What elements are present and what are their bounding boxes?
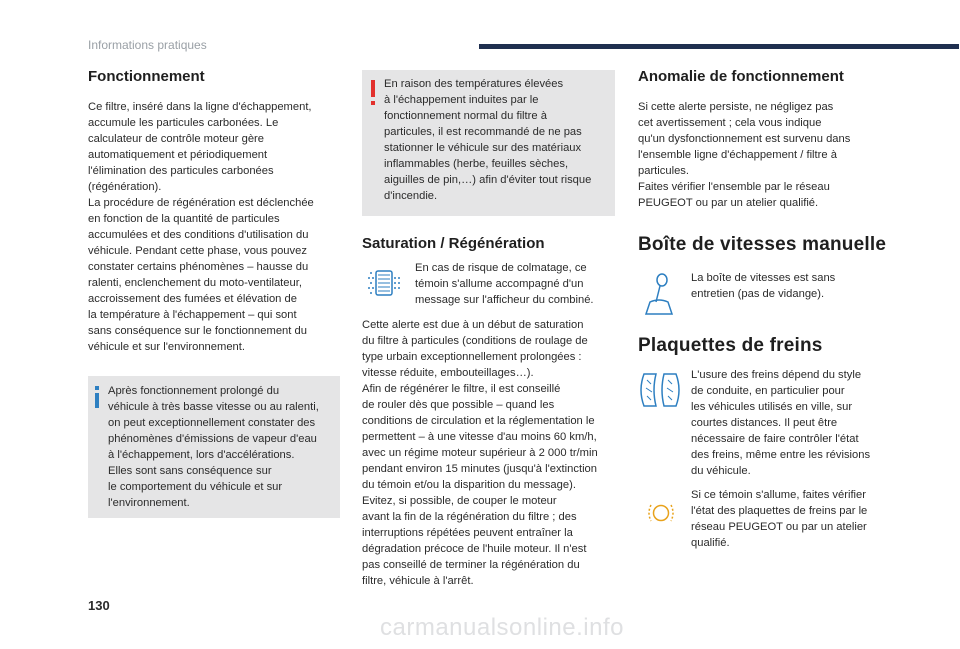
info-icon xyxy=(92,386,102,413)
brake-wear-warning-icon xyxy=(646,500,676,531)
plaquettes-text: L'usure des freins dépend du style de conduite, en particulier pour les véhicules utilisés en ville, sur courtes distances. Il peut être nécessaire de faire contrôler l'état des freins, même entre les révisions du véhicule. xyxy=(691,369,871,477)
saturation-icon-text: En cas de risque de colmatage, ce témoin s'allume accompagné d'un message sur l'afficheur du combiné. xyxy=(415,262,594,306)
info-box xyxy=(88,376,340,518)
header-accent-bar xyxy=(479,44,959,49)
saturation-body: Cette alerte est due à un début de saturation du filtre à particules (conditions de roulage de type urbain exceptionnellement prolongées : vitesse réduite, embouteillages…). Afin de régénérer le filtre, il est conseillé de rouler dès que possible – quand les conditions de circulation et la réglementation le permettent – à une vitesse d'au moins 60 km/h, avec un régime moteur supérieur à 2 000 tr/min pendant environ 15 minutes (jusqu'à l'extinction du témoin et/ou la disparition du message). Evitez, si possible, de couper le moteur avant la fin de la régénération du filtre ; des interruptions répétées peuvent entraîner la dégradation précoce de l'huile moteur. Il n'est pas conseillé de terminer la régénération du filtre, véhicule à l'arrêt. xyxy=(362,319,598,587)
fonctionnement-title: Fonctionnement xyxy=(88,68,205,85)
warning-text: En raison des températures élevées à l'échappement induites par le fonctionnement normal du filtre à particules, il est recommandé de ne pas stationner le véhicule sur des matériaux inflammables (herbe, feuilles sèches, aiguilles de pin,…) afin d'éviter tout risque d'incendie. xyxy=(384,78,592,202)
brake-pads-icon xyxy=(636,368,686,417)
plaquettes-title: Plaquettes de freins xyxy=(638,335,823,356)
watermark: carmanualsonline.info xyxy=(380,614,624,641)
fonctionnement-body: Ce filtre, inséré dans la ligne d'échappement, accumule les particules carbonées. Le calculateur de contrôle moteur gère automatiquement et périodiquement l'élimination des particules carbonées (régénération). La procédure de régénération est déclenchée en fonction de la quantité de particules accumulées et des conditions d'utilisation du véhicule. Pendant cette phase, vous pouvez constater certains phénomènes – hausse du ralenti, enclenchement du moto-ventilateur, accroissement des fumées et élévation de la température à l'échappement – qui sont sans conséquence sur le fonctionnement du véhicule et sur l'environnement. xyxy=(88,101,314,353)
section-header: Informations pratiques xyxy=(88,38,207,52)
gear-lever-icon xyxy=(640,272,678,321)
boite-title: Boîte de vitesses manuelle xyxy=(638,234,887,255)
saturation-title: Saturation / Régénération xyxy=(362,235,545,252)
page-number: 130 xyxy=(88,598,110,613)
anomalie-body: Si cette alerte persiste, ne négligez pas cet avertissement ; cela vous indique qu'un dysfonctionnement est survenu dans l'ensemble ligne d'échappement / filtre à particules. Faites vérifier l'ensemble par le réseau PEUGEOT ou par un atelier qualifié. xyxy=(638,101,851,209)
warning-box xyxy=(362,70,615,216)
plaquettes-warning-text: Si ce témoin s'allume, faites vérifier l'état des plaquettes de freins par le réseau PEUGEOT ou par un atelier qualifié. xyxy=(691,489,868,549)
warning-exclamation-icon xyxy=(368,80,378,111)
boite-text: La boîte de vitesses est sans entretien (pas de vidange). xyxy=(691,272,836,300)
particle-filter-icon xyxy=(364,266,406,305)
anomalie-title: Anomalie de fonctionnement xyxy=(638,68,844,85)
info-text: Après fonctionnement prolongé du véhicule à très basse vitesse ou au ralenti, on peut exceptionnellement constater des phénomènes d'émissions de vapeur d'eau à l'échappement, lors d'accélérations. Elles sont sans conséquence sur le comportement du véhicule et sur l'environnement. xyxy=(108,385,319,509)
